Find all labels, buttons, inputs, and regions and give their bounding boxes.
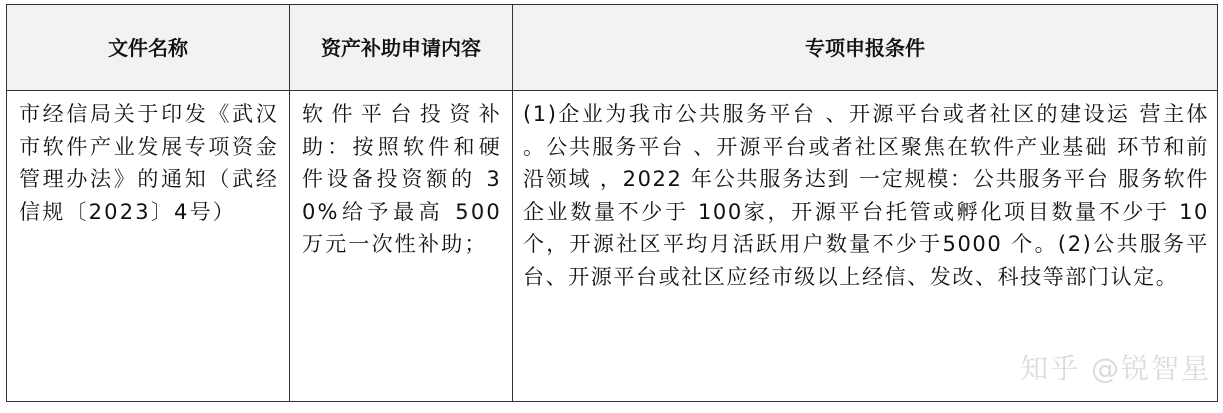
header-subsidy-content	[290, 5, 513, 91]
header-conditions	[513, 5, 1218, 91]
header-file-name-text: 文件名称	[108, 35, 188, 60]
header-subsidy-content-text: 资产补助申请内容	[321, 35, 481, 60]
cell-subsidy-content	[290, 91, 513, 402]
cell-file-name	[7, 91, 290, 402]
header-conditions-text: 专项申报条件	[805, 35, 925, 60]
cell-conditions	[513, 91, 1218, 402]
subsidy-content-text: 软件平台投资补助：按照软件和硬件设备投资额的 30%给予最高 500 万元一次性补助；	[302, 102, 502, 256]
header-file-name	[7, 5, 290, 91]
table-row	[7, 91, 1218, 402]
table-header-row	[7, 5, 1218, 91]
policy-table	[6, 4, 1218, 402]
conditions-text: (1)企业为我市公共服务平台 、开源平台或者社区的建设运 营主体 。公共服务平台 、开源平台或者社区聚焦在软件产业基础 环节和前沿领域 ，2022 年公共服务达到 一定规模：公共服务平台 服务软件企业数量不少于 100家，开源平台托管或孵化项目数量不少于 10 个，开源社区平均月活跃用户数量不少于5000 个。(2)公共服务平台、开源平台或社区应经市级以上经信、发改、科技等部门认定。	[523, 102, 1209, 289]
watermark: 知乎 @锐智星	[1020, 352, 1211, 385]
file-name-text: 市经信局关于印发《武汉市软件产业发展专项资金管理办法》的通知（武经信规〔2023〕4号）	[19, 102, 279, 224]
